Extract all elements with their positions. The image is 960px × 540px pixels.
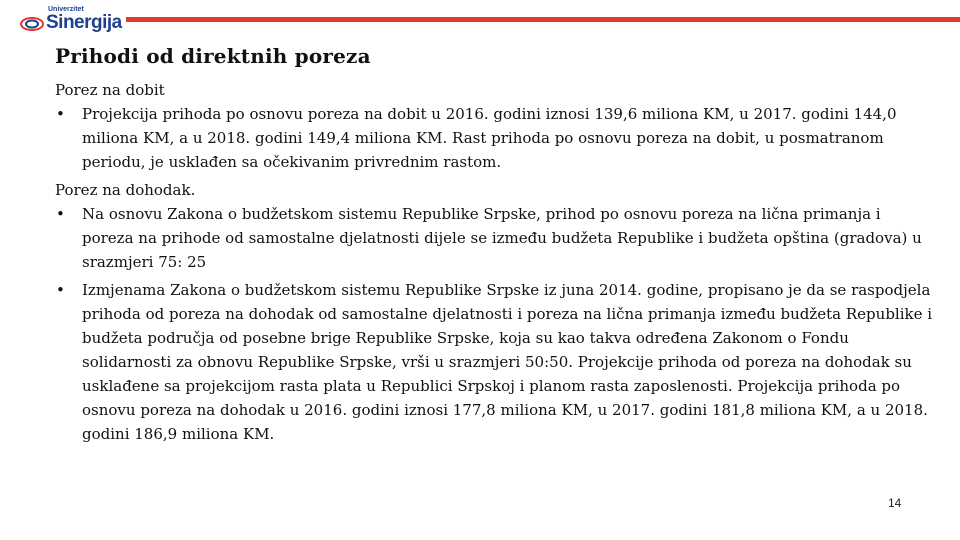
logo-small-text: Univerzitet: [48, 6, 84, 13]
page-number: 14: [888, 496, 902, 510]
university-logo: [8, 6, 120, 34]
bullet-icon: •: [56, 205, 65, 223]
section-heading-porez-na-dohodak: Porez na dohodak.: [55, 181, 196, 199]
slide-content: [55, 78, 935, 450]
section-heading-porez-na-dobit: Porez na dobit: [55, 81, 165, 99]
header-rule: [126, 17, 960, 22]
bullet-item: [55, 102, 935, 174]
slide-title: Prihodi od direktnih poreza: [55, 44, 371, 68]
bullet-icon: •: [56, 281, 65, 299]
bullet-text: Projekcija prihoda po osnovu poreza na dobit u 2016. godini iznosi 139,6 miliona KM, u 2017. godini 144,0 miliona KM, a u 2018. godini 149,4 miliona KM. Rast prihoda po osnovu poreza na dobit, u posmatranom periodu, je usklađen sa očekivanim privrednim rastom.: [82, 105, 897, 171]
bullet-item: [55, 202, 935, 274]
slide-header: [0, 0, 960, 36]
bullet-text: Na osnovu Zakona o budžetskom sistemu Republike Srpske, prihod po osnovu poreza na lična primanja i poreza na prihode od samostalne djelatnosti dijele se između budžeta Republike i budžeta opština (gradova) u srazmjeri 75: 25: [82, 205, 922, 271]
bullet-item: [55, 278, 935, 446]
bullet-text: Izmjenama Zakona o budžetskom sistemu Republike Srpske iz juna 2014. godine, propisano je da se raspodjela prihoda od poreza na dohodak od samostalne djelatnosti i poreza na lična primanja između budžeta Republike i budžeta područja od posebne brige Republike Srpske, koja su kao takva određena Zakonom o Fondu solidarnosti za obnovu Republike Srpske, vrši u srazmjeri 50:50. Projekcije prihoda od poreza na dohodak su usklađene sa projekcijom rasta plata u Republici Srpskoj i planom rasta zaposlenosti. Projekcija prihoda po osnovu poreza na dohodak u 2016. godini iznosi 177,8 miliona KM, u 2017. godini 181,8 miliona KM, a u 2018. godini 186,9 miliona KM.: [82, 281, 933, 443]
logo-main-text: Sinergija: [46, 12, 122, 33]
bullet-icon: •: [56, 105, 65, 123]
logo-emblem-icon: [20, 16, 44, 32]
